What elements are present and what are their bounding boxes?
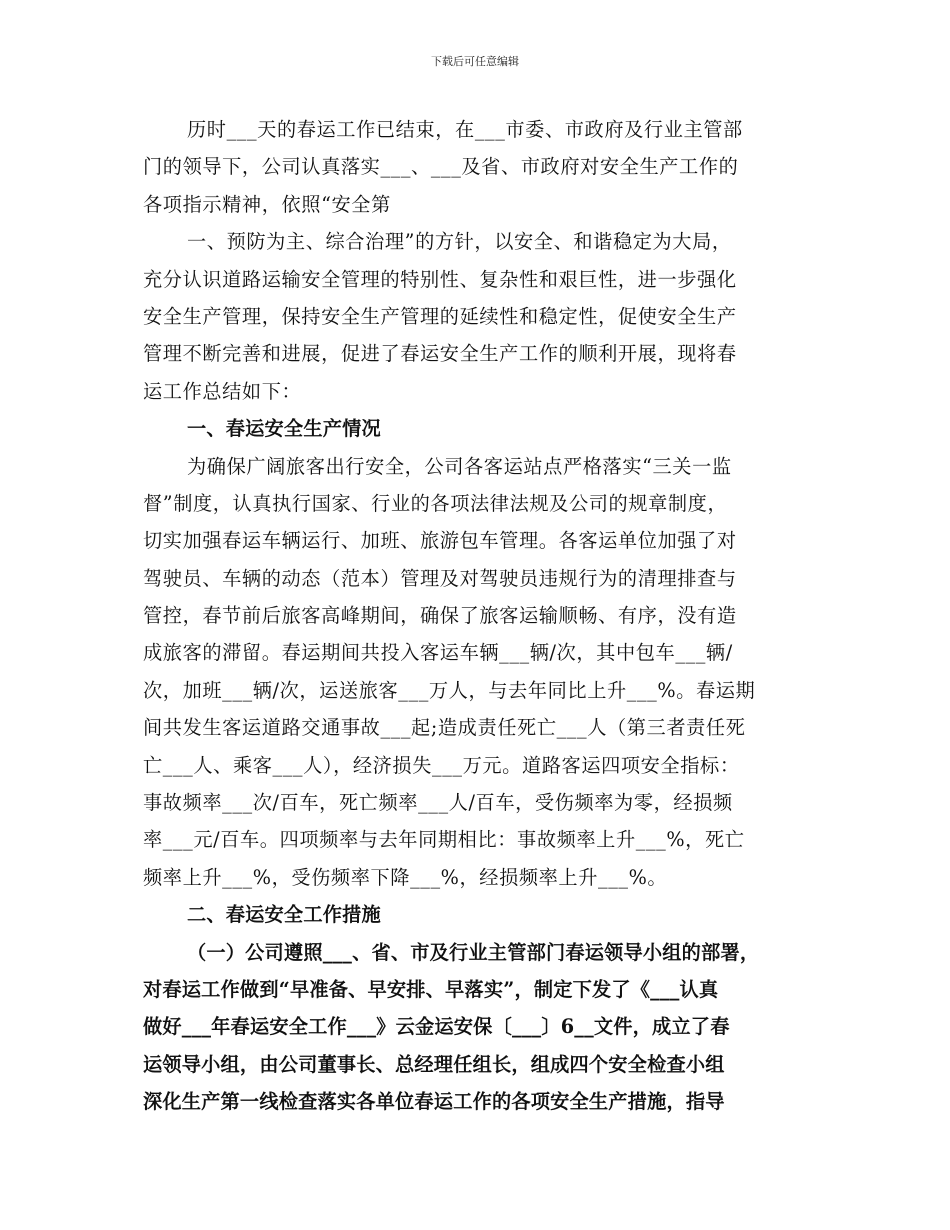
paragraph-line: 频率上升___%，受伤频率下降___%，经损频率上升___%。 xyxy=(143,865,668,889)
paragraph-line: 成旅客的滞留。春运期间共投入客运车辆___辆/次，其中包车___辆/ xyxy=(143,641,733,665)
paragraph-line: 管理不断完善和进展，促进了春运安全生产工作的顺利开展，现将春 xyxy=(143,342,737,366)
paragraph-line: 驾驶员、车辆的动态（范本）管理及对驾驶员违规行为的清理排查与 xyxy=(143,566,737,590)
paragraph-line: 门的领导下，公司认真落实___、___及省、市政府对安全生产工作的 xyxy=(143,155,739,179)
paragraph-line: 安全生产管理，保持安全生产管理的延续性和稳定性，促使安全生产 xyxy=(143,304,737,328)
paragraph-line: 充分认识道路运输安全管理的特别性、复杂性和艰巨性，进一步强化 xyxy=(143,267,737,291)
paragraph-line-bold: 深化生产第一线检查落实各单位春运工作的各项安全生产措施，指导 xyxy=(143,1090,725,1114)
paragraph-line: 切实加强春运车辆运行、加班、旅游包车管理。各客运单位加强了对 xyxy=(143,529,737,553)
section-heading: 二、春运安全工作措施 xyxy=(187,903,381,927)
paragraph-line-bold: 对春运工作做到“早准备、早安排、早落实”，制定下发了《___认真 xyxy=(143,977,719,1001)
paragraph-line: 为确保广阔旅客出行安全，公司各客运站点严格落实“三关一监 xyxy=(187,454,732,478)
paragraph-line: 亡___人、乘客___人），经济损失___万元。道路客运四项安全指标： xyxy=(143,753,740,777)
paragraph-line: 历时___天的春运工作已结束，在___市委、市政府及行业主管部 xyxy=(187,118,743,141)
paragraph-line: 事故频率___次/百车，死亡频率___人/百车，受伤频率为零，经损频 xyxy=(143,791,733,815)
page-header-note: 下载后可任意编辑 xyxy=(431,55,519,68)
paragraph-line: 各项指示精神，依照“安全第 xyxy=(143,192,391,216)
paragraph-line: 间共发生客运道路交通事故___起;造成责任死亡___人（第三者责任死 xyxy=(143,716,746,740)
paragraph-line-bold: 做好___年春运安全工作___》云金运安保〔___〕6__文件，成立了春 xyxy=(143,1015,730,1039)
paragraph-line: 管控，春节前后旅客高峰期间，确保了旅客运输顺畅、有序，没有造 xyxy=(143,604,737,628)
section-heading: 一、春运安全生产情况 xyxy=(187,417,381,441)
document-body xyxy=(143,111,815,1121)
paragraph-line: 运工作总结如下： xyxy=(143,379,302,403)
paragraph-line: 一、预防为主、综合治理”的方针，以安全、和谐稳定为大局， xyxy=(187,230,732,254)
paragraph-line: 率___元/百车。四项频率与去年同期相比：事故频率上升___%，死亡 xyxy=(143,828,745,852)
paragraph-line-bold: （一）公司遵照___、省、市及行业主管部门春运领导小组的部署， xyxy=(187,940,760,964)
paragraph-line: 次，加班___辆/次，运送旅客___万人，与去年同比上升___%。春运期 xyxy=(143,678,756,702)
paragraph-line: 督”制度，认真执行国家、行业的各项法律法规及公司的规章制度， xyxy=(143,491,728,515)
paragraph-line-bold: 运领导小组，由公司董事长、总经理任组长，组成四个安全检查小组 xyxy=(143,1052,725,1076)
